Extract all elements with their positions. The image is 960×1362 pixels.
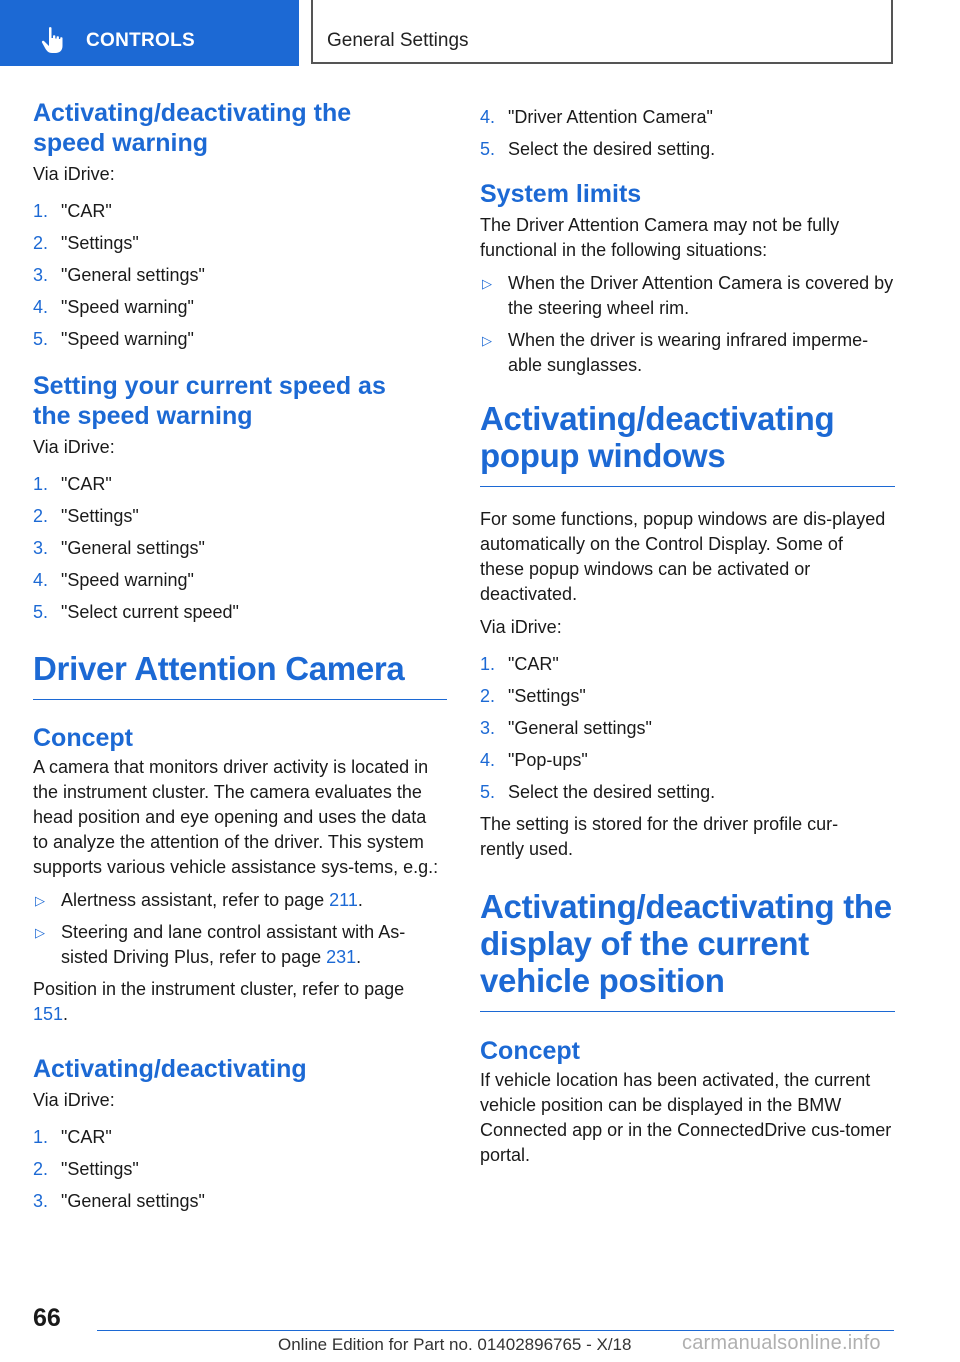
speed-warning-heading: Activating/deactivating the speed warning [33, 99, 352, 157]
step-item [480, 105, 895, 130]
bullet-item [480, 328, 895, 378]
step-number: 4. [33, 297, 49, 317]
page-header [0, 0, 960, 66]
via-idrive-text: Via iDrive: [480, 617, 562, 637]
via-idrive-text: Via iDrive: [33, 1090, 115, 1110]
activating-deactivating-heading: Activating/deactivating [33, 1055, 307, 1083]
step-text: "Settings" [61, 1159, 139, 1179]
step-item [33, 1189, 447, 1214]
step-item [480, 716, 895, 741]
step-item [480, 652, 895, 677]
step-text: "General settings" [61, 1191, 205, 1211]
step-text: "Settings" [508, 686, 586, 706]
popup-text: For some functions, popup windows are dis-played automatically on the Control Display. Some of these popup windows can be activated or deactivated. [480, 509, 886, 604]
bullet-text: Alertness assistant, refer to page [61, 890, 330, 910]
step-text: "CAR" [61, 201, 112, 221]
driver-camera-section-header [33, 650, 447, 700]
controls-tab[interactable] [0, 0, 299, 66]
edition-text: Online Edition for Part no. 01402896765 - X/18 [278, 1335, 632, 1354]
step-text: "Speed warning" [61, 570, 194, 590]
step-text: "Speed warning" [61, 297, 194, 317]
step-text: "General settings" [61, 538, 205, 558]
set-current-speed-steps [33, 472, 447, 625]
position-reference-text: Position in the instrument cluster, refer to page 151. [33, 979, 405, 1024]
popup-section-header [480, 400, 895, 487]
step-item [33, 1125, 447, 1150]
step-number: 4. [480, 750, 496, 770]
step-text: "General settings" [508, 718, 652, 738]
bullet-text: When the driver is wearing infrared imperme-able sunglasses. [508, 330, 869, 375]
step-text: "Settings" [61, 233, 139, 253]
assistance-systems-list [33, 888, 447, 970]
vehicle-position-section-header [480, 888, 895, 1012]
step-number: 3. [33, 538, 49, 558]
continued-steps [480, 105, 895, 162]
step-text: "Driver Attention Camera" [508, 107, 713, 127]
step-number: 1. [480, 654, 496, 674]
step-text: "CAR" [61, 474, 112, 494]
page-link-211[interactable]: 211 [329, 890, 358, 910]
step-number: 5. [480, 139, 496, 159]
speed-warning-steps [33, 199, 447, 352]
concept-text: A camera that monitors driver activity is located in the instrument cluster. The camera evaluates the head position and eye opening and uses the data to analyze the attention of the driver. This system supports various vehicle assistance sys-tems, e.g.: [33, 757, 439, 877]
popup-windows-title: Activating/deactivating popup windows [480, 400, 835, 474]
hand-pointer-icon [40, 26, 66, 54]
step-item [480, 137, 895, 162]
left-column [33, 98, 447, 1221]
activating-steps [33, 1125, 447, 1214]
step-item [480, 684, 895, 709]
step-item [33, 536, 447, 561]
section-header [311, 0, 893, 64]
step-text: "CAR" [508, 654, 559, 674]
bullet-end: . [357, 890, 363, 910]
step-number: 2. [33, 506, 49, 526]
triangle-bullet-icon: ▷ [482, 333, 492, 348]
step-number: 1. [33, 201, 49, 221]
step-text: Select the desired setting. [508, 139, 716, 159]
triangle-bullet-icon: ▷ [35, 893, 45, 908]
step-item [33, 1157, 447, 1182]
driver-attention-camera-title: Driver Attention Camera [33, 650, 405, 687]
step-text: "Pop-ups" [508, 750, 588, 770]
step-number: 4. [33, 570, 49, 590]
step-text: "General settings" [61, 265, 205, 285]
step-item [480, 780, 895, 805]
step-number: 5. [33, 602, 49, 622]
step-item [33, 472, 447, 497]
vehicle-position-concept-text: If vehicle location has been activated, the current vehicle position can be displayed in the BMW Connected app or in the ConnectedDrive cus-tomer portal. [480, 1070, 892, 1165]
system-limits-list [480, 271, 895, 378]
step-item [33, 327, 447, 352]
step-number: 1. [33, 474, 49, 494]
step-number: 4. [480, 107, 496, 127]
controls-tab-label: CONTROLS [86, 30, 196, 51]
page-number: 66 [33, 1304, 61, 1332]
bullet-text: When the Driver Attention Camera is covered by the steering wheel rim. [508, 273, 894, 318]
step-item [33, 199, 447, 224]
step-item [33, 568, 447, 593]
step-text: "Speed warning" [61, 329, 194, 349]
step-number: 5. [33, 329, 49, 349]
step-text: "Settings" [61, 506, 139, 526]
step-number: 3. [33, 1191, 49, 1211]
watermark-text: carmanualsonline.info [682, 1332, 881, 1354]
step-item [33, 600, 447, 625]
bullet-item [33, 920, 447, 970]
page-footer [0, 1290, 960, 1362]
step-item [33, 504, 447, 529]
step-number: 3. [33, 265, 49, 285]
step-item [480, 748, 895, 773]
step-text: "Select current speed" [61, 602, 239, 622]
step-number: 5. [480, 782, 496, 802]
step-number: 3. [480, 718, 496, 738]
step-item [33, 263, 447, 288]
page-link-151[interactable]: 151 [33, 1004, 64, 1024]
step-text: Select the desired setting. [508, 782, 716, 802]
page-link-231[interactable]: 231 [326, 947, 357, 967]
right-column [480, 105, 895, 1168]
popup-note: The setting is stored for the driver profile cur-rently used. [480, 814, 839, 859]
vehicle-position-title: Activating/deactivating the display of the current vehicle position [480, 888, 892, 999]
concept-heading: Concept [480, 1037, 580, 1065]
popup-steps [480, 652, 895, 805]
step-number: 2. [480, 686, 496, 706]
step-item [33, 231, 447, 256]
triangle-bullet-icon: ▷ [35, 925, 45, 940]
via-idrive-text: Via iDrive: [33, 164, 115, 184]
section-title: General Settings [327, 30, 469, 51]
bullet-item [33, 888, 447, 913]
system-limits-heading: System limits [480, 180, 642, 208]
step-item [33, 295, 447, 320]
set-current-speed-heading: Setting your current speed as the speed warning [33, 372, 386, 430]
step-number: 2. [33, 1159, 49, 1179]
via-idrive-text: Via iDrive: [33, 437, 115, 457]
step-number: 1. [33, 1127, 49, 1147]
bullet-end: . [356, 947, 362, 967]
concept-heading: Concept [33, 724, 133, 752]
bullet-text: Steering and lane control assistant with As-sisted Driving Plus, refer to page [61, 922, 406, 967]
triangle-bullet-icon: ▷ [482, 276, 492, 291]
system-limits-text: The Driver Attention Camera may not be fully functional in the following situations: [480, 215, 840, 260]
bullet-item [480, 271, 895, 321]
step-number: 2. [33, 233, 49, 253]
step-text: "CAR" [61, 1127, 112, 1147]
footer-divider [97, 1330, 894, 1331]
